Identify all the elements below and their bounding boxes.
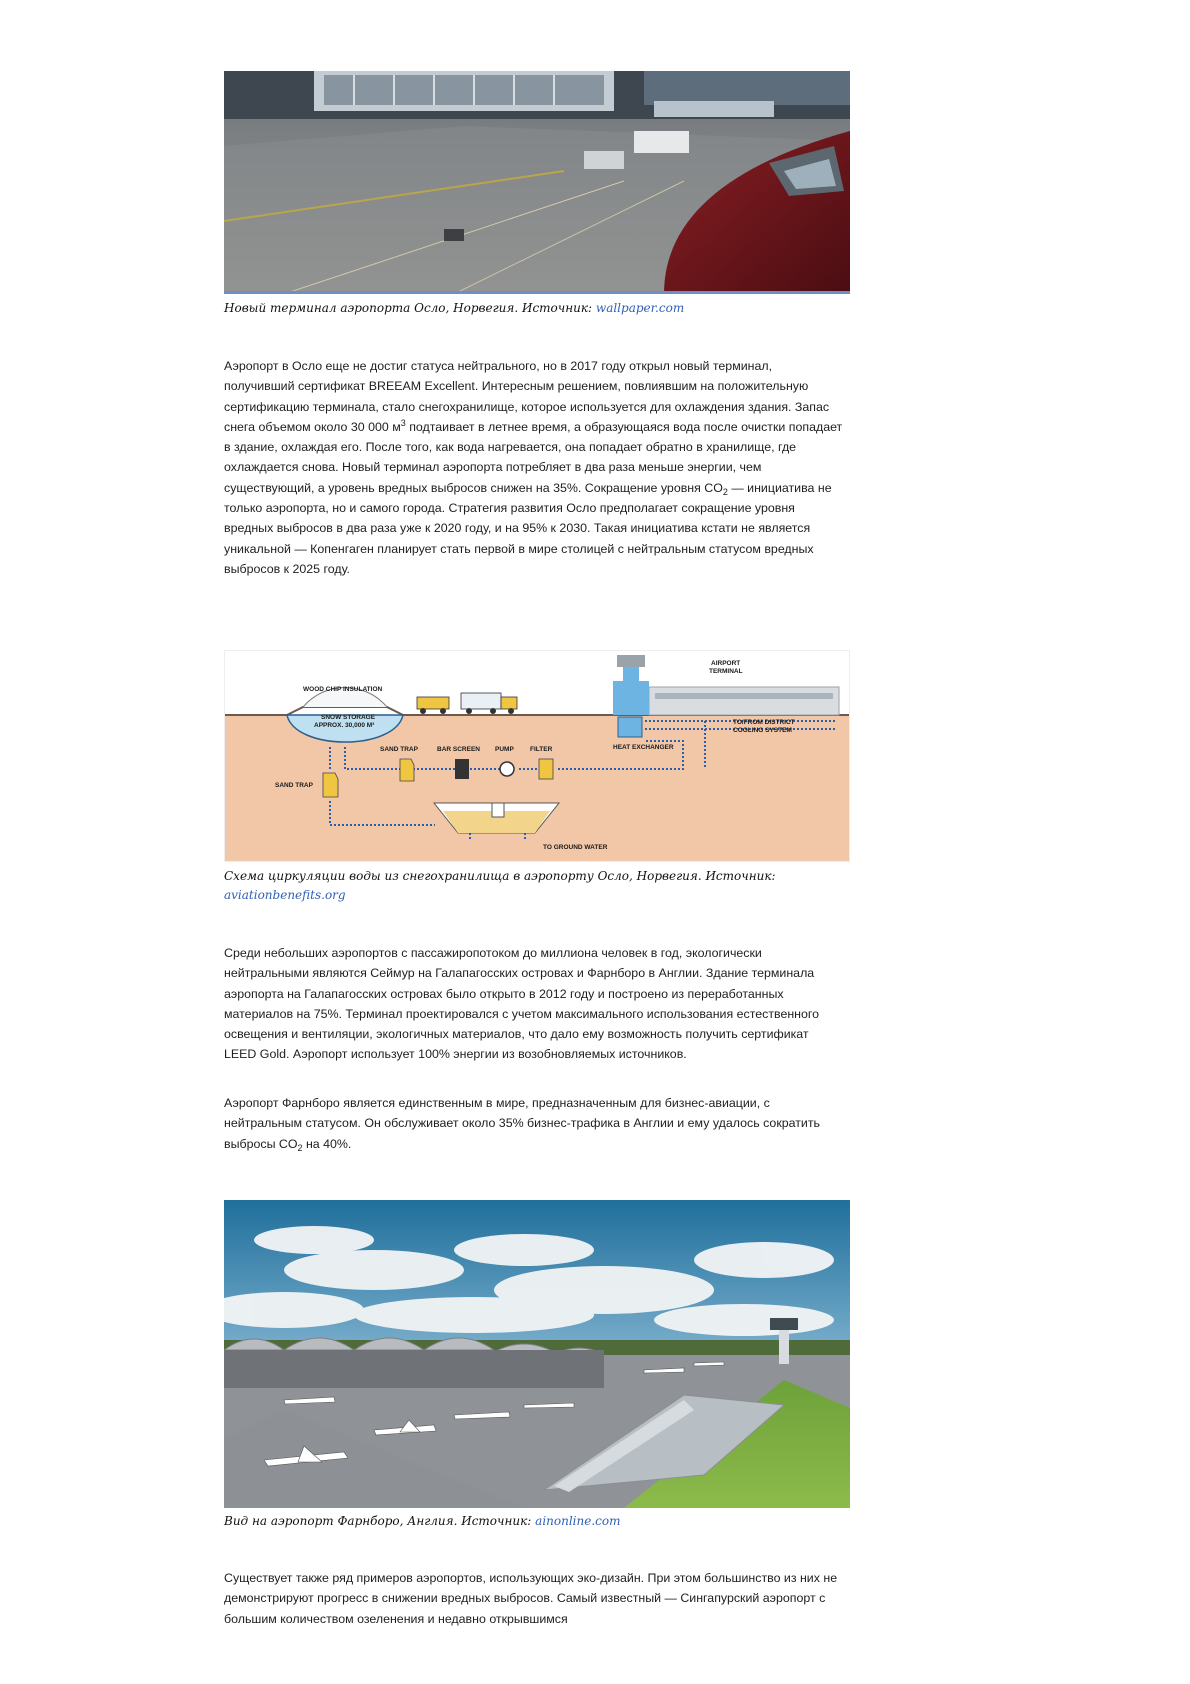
paragraph-small-airports: Среди небольших аэропортов с пассажиропотоком до миллиона человек в год, экологически нейтральными являются Сеймур на Галапагосских островах и Фарнборо в Англии. Здание терминала аэропорта на Галапагосских островах было открыто в 2012 году и построено из переработанных материалов на 75%. Терминал проектировался с учетом максимального использования естественного освещения и вентиляции, экологичных материалов, что дало ему возможность получить сертификат LEED Gold. Аэропорт использует 100% энергии из возобновляемых источников.	[224, 946, 820, 1062]
figure-caption-oslo-terminal	[224, 299, 850, 318]
caption-text: Вид на аэропорт Фарнборо, Англия. Источник:	[224, 1514, 532, 1528]
diagram-label: APPROX. 30,000 M³	[314, 722, 375, 729]
diagram-label: FILTER	[530, 746, 553, 753]
subscript: 2	[722, 486, 728, 497]
paragraph-text: Аэропорт Фарнборо является единственным в мире, предназначенным для бизнес-авиации, с нейтральным статусом. Он обслуживает около 35% бизнес-трафика в Англии и ему удалось сократить выбросы CO	[224, 1096, 820, 1151]
diagram-label: HEAT EXCHANGER	[613, 744, 674, 751]
caption-text: Новый терминал аэропорта Осло, Норвегия. Источник:	[224, 301, 593, 315]
figure-caption-snow-diagram	[224, 867, 850, 905]
paragraph-farnborough	[224, 1093, 844, 1154]
source-link-ainonline[interactable]: ainonline.com	[535, 1514, 621, 1528]
superscript: 3	[400, 417, 406, 428]
caption-text: Схема циркуляции воды из снегохранилища в аэропорту Осло, Норвегия. Источник:	[224, 869, 776, 883]
figure-caption-farnborough	[224, 1512, 850, 1531]
paragraph-text: Аэропорт в Осло еще не достиг статуса нейтрального, но в 2017 году открыл новый терминал, получивший сертификат BREEAM Excellent. Интересным решением, повлиявшим на положительную сертификацию терминала, стало снегохранилище, которое используется для охлаждения здания. Запас снега объемом около 30 000 м	[224, 359, 830, 434]
paragraph-oslo-snow-storage	[224, 356, 844, 579]
snow-storage-diagram	[224, 650, 850, 862]
farnborough-airport-photo	[224, 1200, 850, 1508]
paragraph-eco-design: Существует также ряд примеров аэропортов, использующих эко-дизайн. При этом большинство из них не демонстрируют прогресс в снижении вредных выбросов. Самый известный — Сингапурский аэропорт с большим количеством озеленения и недавно открывшимся	[224, 1571, 838, 1626]
diagram-label: SAND TRAP	[275, 782, 313, 789]
diagram-label: TO GROUND WATER	[543, 844, 608, 851]
diagram-label: TO/FROM DISTRICT	[733, 719, 795, 726]
diagram-label: SAND TRAP	[380, 746, 418, 753]
oslo-terminal-photo	[224, 71, 850, 294]
diagram-label: PUMP	[495, 746, 514, 753]
paragraph-text: на 40%.	[302, 1136, 352, 1151]
diagram-label: TERMINAL	[709, 668, 743, 675]
diagram-label: SNOW STORAGE	[321, 714, 376, 721]
diagram-label: BAR SCREEN	[437, 746, 480, 753]
diagram-label: AIRPORT	[711, 660, 741, 667]
diagram-label: WOOD CHIP INSULATION	[303, 686, 383, 693]
source-link-aviationbenefits[interactable]: aviationbenefits.org	[224, 888, 346, 902]
source-link-wallpaper[interactable]: wallpaper.com	[595, 301, 685, 315]
subscript: 2	[297, 1142, 303, 1153]
diagram-label: COOLING SYSTEM	[733, 727, 792, 734]
paragraph-text: — инициатива не только аэропорта, но и самого города. Стратегия развития Осло предполагает сокращение уровня вредных выбросов в два раза уже к 2020 году, и на 95% к 2030. Такая инициатива кстати не является уникальной — Копенгаген планирует стать первой в мире столицей с нейтральным статусом вредных выбросов к 2025 году.	[224, 480, 832, 576]
paragraph-text: подтаивает в летнее время, а образующаяся вода после очистки попадает в здание, охлаждая его. После того, как вода нагревается, она попадает обратно в хранилище, где охлаждается снова. Новый терминал аэропорта потребляет в два раза меньше энергии, чем существующий, а уровень вредных выбросов снижен на 35%. Сокращение уровня CO	[224, 419, 843, 495]
